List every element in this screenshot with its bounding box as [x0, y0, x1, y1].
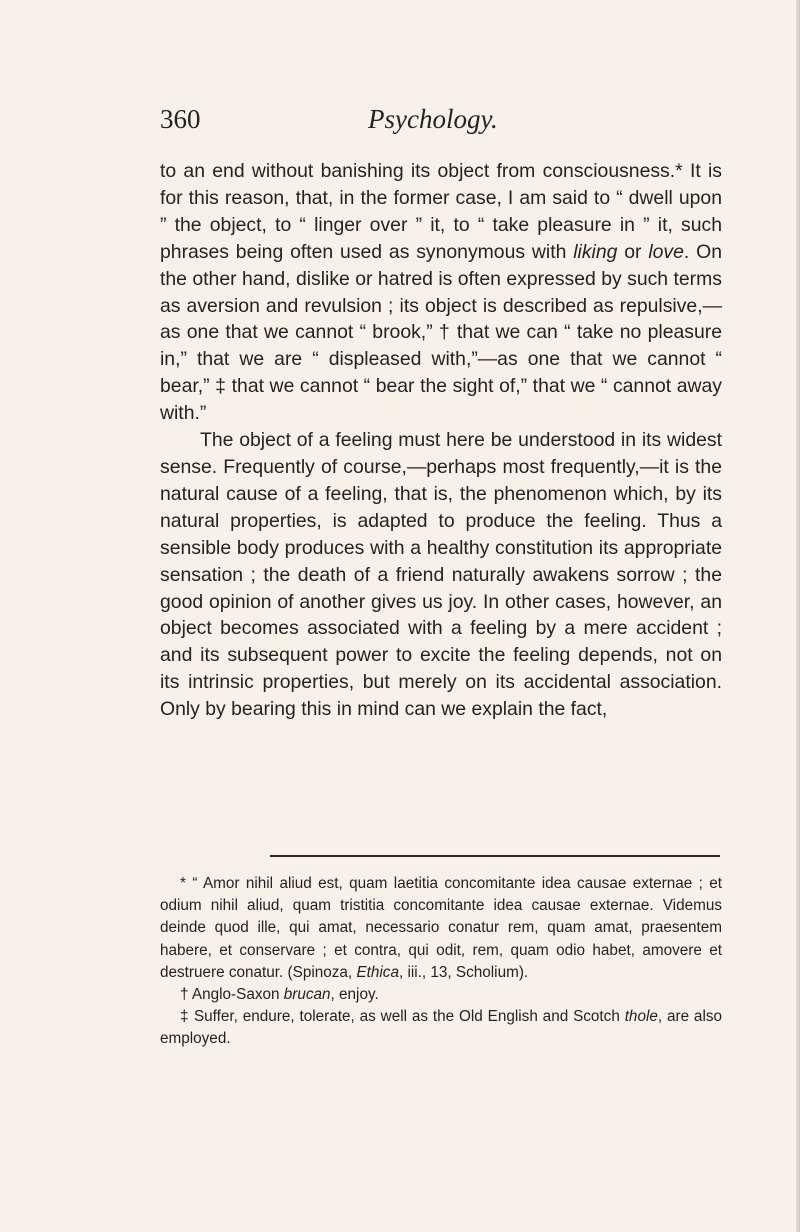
paragraph-1: [160, 158, 722, 427]
emphasis-liking: liking: [573, 240, 618, 263]
paragraph-2: The object of a feeling must here be understood in its widest sense. Frequently of course,—perhaps most frequently,—it is the natural cause of a feeling, that is, the phenomenon which, by its natural properties, is adapted to produce the feeling. Thus a sensible body produces with a healthy constitution its appropriate sensation ; the death of a friend naturally awakens sorrow ; the good opinion of another gives us joy. In other cases, however, an object becomes associated with a feeling by a mere accident ; and its subsequent power to excite the feeling depends, not on its intrinsic properties, but merely on its accidental association. Only by bearing this in mind can we explain the fact,: [160, 429, 722, 721]
page-edge-shadow: [796, 0, 800, 1232]
footnote-asterisk-tail: , iii., 13, Scholium).: [398, 963, 529, 981]
footnote-double-dagger-text: ‡ Suffer, endure, tolerate, as well as the Old English and Scotch: [180, 1008, 625, 1026]
paragraph-1-or: or: [617, 240, 649, 263]
body-text: [160, 158, 722, 723]
emphasis-love: love: [648, 240, 684, 263]
page-number: 360: [160, 104, 201, 134]
footnote-asterisk: [160, 873, 722, 984]
footnote-double-dagger-tail: , are also employed.: [160, 1008, 722, 1048]
footnote-rule: [270, 855, 720, 857]
running-title: Psychology.: [368, 104, 498, 134]
footnote-brucan: brucan: [283, 986, 331, 1004]
footnote-double-dagger: [160, 1006, 722, 1050]
footnote-thole: thole: [624, 1008, 658, 1026]
footnote-dagger: [160, 984, 722, 1006]
paragraph-1-part-2: . On the other hand, dislike or hatred is often expressed by such terms as aversion and revulsion ; its object is described as repulsive,—as one that we cannot “ brook,” † that we can “ take no pleasure in,” that we are “ displeased with,”—as one that we cannot “ bear,” ‡ that we cannot “ bear the sight of,” that we “ cannot away with.”: [160, 240, 722, 425]
footnote-dagger-text: † Anglo-Saxon: [180, 986, 284, 1004]
footnote-ethica: Ethica: [356, 963, 399, 981]
footnotes: [160, 873, 722, 1051]
footnote-asterisk-text: * “ Amor nihil aliud est, quam laetitia concomitante idea causae externae ; et odium nihil aliud, quam tristitia concomitante idea causae externae. Videmus deinde quod ille, qui amat, necessario conatur rem, quam amat, praesentem habere, et conservare ; et contra, qui odit, rem, quam odio habet, amovere et destruere conatur. (Spinoza,: [160, 875, 722, 981]
page-header: [160, 104, 720, 144]
paragraph-1-part-1: to an end without banishing its object from consciousness.* It is for this reason, that, in the former case, I am said to “ dwell upon ” the object, to “ linger over ” it, to “ take pleasure in ” it, such phrases being often used as synonymous with: [160, 160, 722, 263]
footnote-dagger-tail: , enjoy.: [330, 986, 379, 1004]
